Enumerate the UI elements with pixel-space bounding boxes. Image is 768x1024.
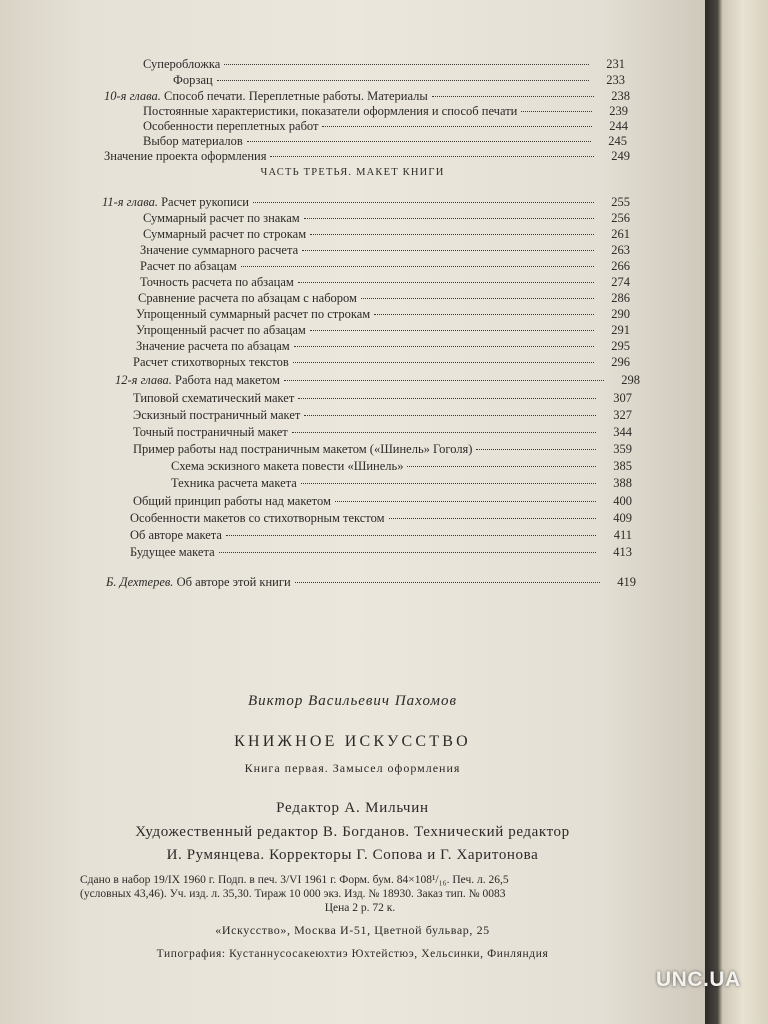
- toc-entry-title: Пример работы над постраничным макетом («Шинель» Гоголя): [133, 442, 473, 456]
- toc-entry: [130, 510, 632, 526]
- toc-entry: [171, 458, 632, 474]
- toc-page-number: 231: [606, 57, 625, 71]
- toc-entry: [143, 118, 628, 134]
- toc-page-number: 409: [613, 511, 632, 525]
- publisher-line: «Искусство», Москва И-51, Цветной бульвар, 25: [215, 923, 490, 937]
- toc-page-number: 239: [609, 104, 628, 118]
- toc-entry: [143, 210, 630, 226]
- part-heading: ЧАСТЬ ТРЕТЬЯ. МАКЕТ КНИГИ: [260, 167, 445, 178]
- toc-entry: [106, 574, 636, 590]
- toc-entry-title: Особенности макетов со стихотворным текстом: [130, 511, 385, 525]
- toc-entry-title: Значение суммарного расчета: [140, 243, 299, 257]
- toc-leader-dots: [310, 234, 594, 235]
- toc-entry: [143, 133, 627, 149]
- toc-chapter-label: 12-я глава.: [115, 373, 172, 387]
- book-subtitle: Книга первая. Замысел оформления: [244, 761, 461, 775]
- toc-entry-title: Схема эскизного макета повести «Шинель»: [171, 459, 404, 473]
- toc-entry: [136, 322, 630, 338]
- toc-leader-dots: [302, 250, 594, 251]
- toc-page-number: 244: [609, 119, 628, 133]
- toc-page-number: 290: [611, 307, 630, 321]
- toc-entry: [130, 544, 632, 560]
- toc-entry-title: Расчет рукописи: [161, 195, 249, 209]
- toc-leader-dots: [247, 141, 591, 142]
- toc-leader-dots: [253, 202, 594, 203]
- watermark-logo: UNC.UA: [656, 968, 741, 991]
- editor-line: Редактор А. Мильчин: [276, 800, 429, 816]
- toc-page-number: 359: [613, 442, 632, 456]
- toc-entry-title: Суммарный расчет по строкам: [143, 227, 307, 241]
- toc-leader-dots: [335, 501, 596, 502]
- toc-entry: [104, 148, 630, 164]
- toc-page-number: 245: [608, 134, 627, 148]
- credits-line-2: И. Румянцева. Корректоры Г. Сопова и Г. Харитонова: [166, 847, 539, 863]
- toc-entry: [133, 441, 632, 457]
- toc-leader-dots: [217, 80, 589, 81]
- toc-entry-title: Расчет стихотворных текстов: [133, 355, 289, 369]
- toc-page-number: 238: [611, 89, 630, 103]
- toc-entry: [138, 290, 630, 306]
- toc-chapter-label: Б. Дехтерев.: [106, 575, 174, 589]
- toc-leader-dots: [298, 398, 596, 399]
- toc-page-number: 298: [621, 373, 640, 387]
- toc-entry-title: Форзац: [173, 73, 213, 87]
- toc-leader-dots: [476, 449, 596, 450]
- toc-entry-title: Значение проекта оформления: [104, 149, 267, 163]
- imprint-block: [80, 873, 680, 915]
- toc-page-number: 295: [611, 339, 630, 353]
- toc-entry-title: Работа над макетом: [175, 373, 280, 387]
- toc-entry-title: Расчет по абзацам: [140, 259, 237, 273]
- toc-page-number: 291: [611, 323, 630, 337]
- toc-entry: [140, 258, 630, 274]
- toc-page-number: 388: [613, 476, 632, 490]
- toc-page-number: 233: [606, 73, 625, 87]
- toc-entry: [136, 306, 630, 322]
- toc-page-number: 385: [613, 459, 632, 473]
- toc-leader-dots: [301, 483, 596, 484]
- toc-leader-dots: [310, 330, 594, 331]
- next-page-edge: [705, 0, 768, 1024]
- toc-leader-dots: [521, 111, 592, 112]
- toc-page-number: 274: [611, 275, 630, 289]
- toc-page-number: 296: [611, 355, 630, 369]
- author-name: Виктор Васильевич Пахомов: [248, 693, 457, 709]
- toc-entry-title: Об авторе этой книги: [176, 575, 291, 589]
- toc-page-number: 413: [613, 545, 632, 559]
- toc-leader-dots: [270, 156, 594, 157]
- toc-leader-dots: [294, 346, 594, 347]
- toc-leader-dots: [219, 552, 596, 553]
- toc-entry-title: Типовой схематический макет: [133, 391, 295, 405]
- toc-leader-dots: [322, 126, 592, 127]
- toc-entry: [143, 226, 630, 242]
- toc-entry: [171, 475, 632, 491]
- toc-leader-dots: [432, 96, 594, 97]
- toc-leader-dots: [407, 466, 596, 467]
- toc-leader-dots: [292, 432, 596, 433]
- toc-entry-title: Упрощенный суммарный расчет по строкам: [136, 307, 371, 321]
- toc-entry-title: Точность расчета по абзацам: [140, 275, 294, 289]
- toc-entry: [133, 354, 630, 370]
- toc-entry-title: Будущее макета: [130, 545, 215, 559]
- book-title: КНИЖНОЕ ИСКУССТВО: [234, 733, 471, 750]
- toc-entry-title: Значение расчета по абзацам: [136, 339, 290, 353]
- toc-page-number: 307: [613, 391, 632, 405]
- toc-entry-title: Особенности переплетных работ: [143, 119, 319, 133]
- toc-leader-dots: [361, 298, 594, 299]
- toc-entry-title: Точный постраничный макет: [133, 425, 288, 439]
- toc-chapter-label: 11-я глава.: [102, 195, 158, 209]
- toc-entry: [143, 56, 625, 72]
- toc-page-number: 344: [613, 425, 632, 439]
- toc-leader-dots: [304, 415, 596, 416]
- toc-entry-title: Суммарный расчет по знакам: [143, 211, 300, 225]
- toc-entry: [115, 372, 640, 388]
- toc-chapter-label: 10-я глава.: [104, 89, 161, 103]
- toc-leader-dots: [298, 282, 594, 283]
- toc-entry: [133, 407, 632, 423]
- toc-entry: [104, 88, 630, 104]
- toc-entry: [133, 493, 632, 509]
- toc-page-number: 249: [611, 149, 630, 163]
- imprint-line-1: Сдано в набор 19/IX 1960 г. Подп. в печ. 3/VI 1961 г. Форм. бум. 84×108¹/₁₆. Печ. л. 26,5: [80, 874, 509, 886]
- toc-leader-dots: [224, 64, 589, 65]
- toc-entry: [140, 242, 630, 258]
- toc-page-number: 263: [611, 243, 630, 257]
- toc-entry: [136, 338, 630, 354]
- toc-entry: [102, 194, 630, 210]
- toc-page-number: 261: [611, 227, 630, 241]
- toc-entry: [140, 274, 630, 290]
- toc-entry-title: Об авторе макета: [130, 528, 222, 542]
- toc-page-number: 256: [611, 211, 630, 225]
- toc-entry: [133, 424, 632, 440]
- toc-page-number: 327: [613, 408, 632, 422]
- toc-page-number: 255: [611, 195, 630, 209]
- toc-entry-title: Суперобложка: [143, 57, 221, 71]
- toc-leader-dots: [295, 582, 600, 583]
- toc-page-number: 411: [613, 528, 632, 542]
- toc-entry-title: Техника расчета макета: [171, 476, 297, 490]
- toc-leader-dots: [304, 218, 594, 219]
- toc-leader-dots: [284, 380, 604, 381]
- toc-entry-title: Способ печати. Переплетные работы. Материалы: [164, 89, 428, 103]
- toc-page-number: 266: [611, 259, 630, 273]
- toc-entry: [133, 390, 632, 406]
- toc-entry: [130, 527, 632, 543]
- toc-leader-dots: [389, 518, 596, 519]
- imprint-line-2: (условных 43,46). Уч. изд. л. 35,30. Тираж 10 000 экз. Изд. № 18930. Заказ тип. № 0083: [80, 888, 506, 900]
- credits-line-1: Художественный редактор В. Богданов. Технический редактор: [135, 824, 570, 840]
- toc-page-number: 419: [617, 575, 636, 589]
- toc-entry-title: Сравнение расчета по абзацам с набором: [138, 291, 357, 305]
- toc-entry-title: Общий принцип работы над макетом: [133, 494, 331, 508]
- toc-leader-dots: [374, 314, 594, 315]
- toc-entry: [143, 103, 628, 119]
- toc-entry-title: Выбор материалов: [143, 134, 243, 148]
- toc-page-number: 400: [613, 494, 632, 508]
- toc-entry-title: Эскизный постраничный макет: [133, 408, 301, 422]
- toc-leader-dots: [226, 535, 596, 536]
- toc-leader-dots: [241, 266, 594, 267]
- imprint-price: Цена 2 р. 72 к.: [324, 902, 396, 914]
- printer-line: Типография: Кустаннусосакеюхтиэ Юхтейстюэ, Хельсинки, Финляндия: [156, 948, 549, 960]
- toc-entry-title: Постоянные характеристики, показатели оформления и способ печати: [143, 104, 518, 118]
- toc-entry-title: Упрощенный расчет по абзацам: [136, 323, 306, 337]
- toc-leader-dots: [293, 362, 594, 363]
- toc-entry: [173, 72, 625, 88]
- toc-page-number: 286: [611, 291, 630, 305]
